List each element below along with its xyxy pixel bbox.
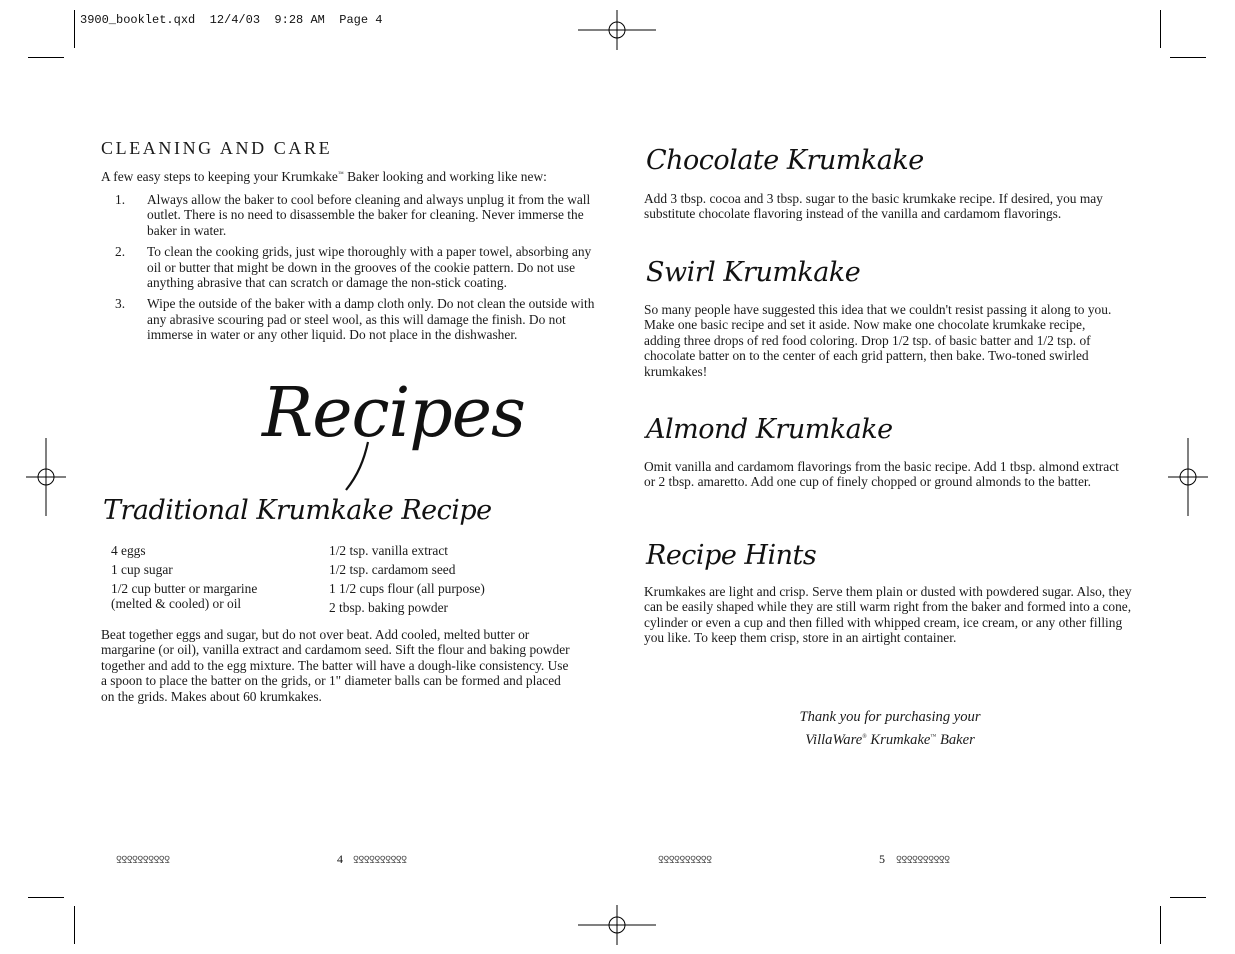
list-item: 2 tbsp. baking powder	[329, 599, 449, 615]
cleaning-steps	[101, 192, 601, 349]
slug-line: 3900_booklet.qxd 12/4/03 9:28 AM Page 4	[80, 13, 383, 27]
recipe-hints-body: Krumkakes are light and crisp. Serve them plain or dusted with powdered sugar. Also, they can be easily shaped while they are still warm right from the baker and formed into a cone, cylinder or even a cup and then filled with whipped cream, ice cream, or any other filling you like. To keep them crisp, store in an airtight container.	[644, 584, 1132, 646]
list-item: 1. Always allow the baker to cool before cleaning and always unplug it from the wall outlet. There is no need to disassemble the baker for cleaning. Never immerse the baker in water.	[115, 192, 591, 238]
traditional-recipe-title: Traditional Krumkake Recipe	[103, 495, 492, 526]
swirl-title: Swirl Krumkake	[646, 257, 861, 288]
recipe-method: Beat together eggs and sugar, but do not over beat. Add cooled, melted butter or margarine (or oil), vanilla extract and cardamom seed. Sift the flour and baking powder together and add to the egg mixture. The batter will have a dough-like consistency. Use a spoon to place the batter on the grids, or 1" diameter balls can be formed and placed on the grids. Makes about 60 krumkakes.	[101, 627, 570, 704]
registration-mark-left	[26, 438, 66, 516]
page-number: 5	[879, 852, 885, 866]
cleaning-intro: A few easy steps to keeping your Krumkake™ Baker looking and working like new:	[101, 169, 547, 184]
swirl-body: So many people have suggested this idea that we couldn't resist passing it along to you. Make one basic recipe and set it aside. Now make one chocolate krumkake recipe, adding three drops of red food coloring. Drop 1/2 tsp. of basic batter and 1/2 tsp. of chocolate batter on to the center of each grid pattern, then bake. Two-toned swirled krumkakes!	[644, 302, 1112, 379]
section-title-cleaning: CLEANING AND CARE	[101, 138, 333, 158]
chocolate-body: Add 3 tbsp. cocoa and 3 tbsp. sugar to the basic krumkake recipe. If desired, you may substitute chocolate flavoring instead of the vanilla and cardamom flavorings.	[644, 191, 1103, 222]
ingredients-left	[111, 543, 311, 615]
thank-you-line: Thank you for purchasing your	[799, 709, 981, 725]
almond-title: Almond Krumkake	[646, 414, 893, 445]
list-item: 1/2 tsp. vanilla extract	[329, 543, 448, 558]
registration-mark-bottom	[578, 905, 656, 945]
recipes-heading: Recipes	[262, 374, 525, 453]
recipe-hints-title: Recipe Hints	[646, 540, 817, 571]
crop-mark	[1160, 906, 1161, 944]
footer-ornament: ꝾꝾꝾꝾꝾꝾꝾꝾꝾꝾ	[658, 855, 712, 866]
list-item: 4 eggs	[111, 543, 146, 558]
thank-you-note	[740, 707, 1040, 750]
crop-mark	[1160, 10, 1161, 48]
list-item: 1/2 cup butter or margarine	[111, 580, 258, 596]
list-item: 2. To clean the cooking grids, just wipe thoroughly with a paper towel, absorbing any oil or butter that might be down in the grooves of the cookie pattern. Do not use anything abrasive that can scratch or damage the non-stick coating.	[115, 244, 592, 291]
chocolate-title: Chocolate Krumkake	[646, 145, 924, 176]
ingredients-right	[329, 543, 549, 619]
page-number: 4	[337, 852, 343, 866]
crop-mark	[1170, 897, 1206, 898]
thank-you-line: VillaWare® Krumkake™ Baker	[805, 731, 975, 748]
crop-mark	[28, 897, 64, 898]
crop-mark	[28, 57, 64, 58]
footer-ornament: ꝾꝾꝾꝾꝾꝾꝾꝾꝾꝾ	[896, 855, 950, 866]
registration-mark-right	[1168, 438, 1208, 516]
almond-body: Omit vanilla and cardamom flavorings from the basic recipe. Add 1 tbsp. almond extract or 2 tbsp. amaretto. Add one cup of finely chopped or ground almonds to the batter.	[644, 459, 1119, 490]
crop-mark	[1170, 57, 1206, 58]
list-item: (melted & cooled) or oil	[111, 596, 242, 612]
list-item: 3. Wipe the outside of the baker with a damp cloth only. Do not clean the outside with any abrasive scouring pad or steel wool, as this will damage the finish. Do not immerse in water or any other liquid. Do not place in the dishwasher.	[115, 296, 595, 343]
list-item: 1 cup sugar	[111, 561, 173, 577]
crop-mark	[74, 906, 75, 944]
list-item: 1 1/2 cups flour (all purpose)	[329, 580, 485, 596]
registration-mark-top	[578, 10, 656, 50]
footer-ornament: ꝾꝾꝾꝾꝾꝾꝾꝾꝾꝾ	[116, 855, 170, 866]
footer-ornament: ꝾꝾꝾꝾꝾꝾꝾꝾꝾꝾ	[353, 855, 407, 866]
list-item: 1/2 tsp. cardamom seed	[329, 561, 456, 577]
recipes-flourish	[340, 440, 380, 495]
crop-mark	[74, 10, 75, 48]
